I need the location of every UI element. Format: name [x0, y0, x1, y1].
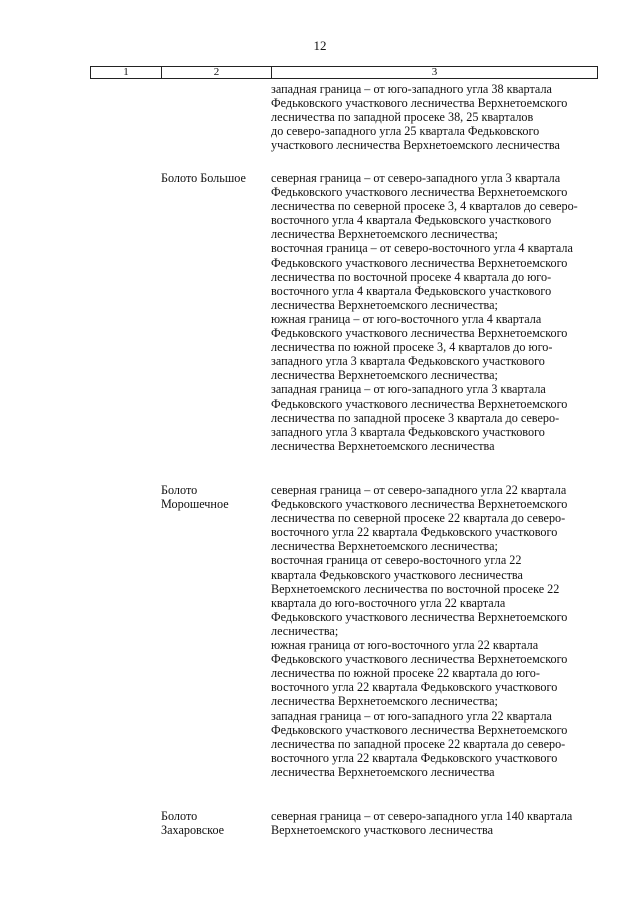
page-number: 12 — [313, 38, 327, 53]
row-name: Болото Большое — [161, 171, 246, 185]
row-name: Болото Захаровское — [161, 809, 225, 838]
row-description: северная граница – от северо-западного угла 22 квартала Федьковского участкового лесничества Верхнетоемского лесничества по северной просеке 22 квартала до северо- восточного угла 22 квартала Федьковского участкового лесничества Верхнетоемского лесничества; восточная граница от северо-восточного угла 22 квартала Федьковского участкового лесничества Верхнетоемского лесничества по восточной просеке 22 квартала до юго-восточного угла 22 квартала Федьковского участкового лесничества Верхнетоемского лесничества; южная граница от юго-восточного угла 22 квартала Федьковского участкового лесничества Верхнетоемского лесничества по южной просеке 22 квартала до юго- восточного угла 22 квартала Федьковского участкового лесничества Верхнетоемского лесничества; западная граница – от юго-западного угла 22 квартала Федьковского участкового лесничества Верхнетоемского лесничества по западной просеке 22 квартала до северо- восточного угла 22 квартала Федьковского участкового лесничества Верхнетоемского лесничества — [271, 483, 568, 779]
header-col-3: 3 — [431, 66, 438, 78]
row-description: северная граница – от северо-западного угла 140 квартала Верхнетоемского участкового лесничества — [271, 809, 573, 838]
table-header — [90, 66, 598, 79]
header-col-2: 2 — [162, 67, 272, 78]
row-description: западная граница – от юго-западного угла 38 квартала Федьковского участкового лесничества Верхнетоемского лесничества по западной просеке 38, 25 кварталов до северо-западного угла 25 квартала Федьковского участкового лесничества Верхнетоемского лесничества — [271, 82, 568, 153]
header-col-1: 1 — [91, 67, 162, 78]
row-name: Болото Морошечное — [161, 483, 229, 512]
row-description: северная граница – от северо-западного угла 3 квартала Федьковского участкового лесничества Верхнетоемского лесничества по северной просеке 3, 4 кварталов до северо- восточного угла 4 квартала Федьковского участкового лесничества Верхнетоемского лесничества; восточная граница – от северо-восточного угла 4 квартала Федьковского участкового лесничества Верхнетоемского лесничества по восточной просеке 4 квартала до юго- восточного угла 4 квартала Федьковского участкового лесничества Верхнетоемского лесничества; южная граница – от юго-восточного угла 4 квартала Федьковского участкового лесничества Верхнетоемского лесничества по южной просеке 3, 4 кварталов до юго- западного угла 3 квартала Федьковского участкового лесничества Верхнетоемского лесничества; западная граница – от юго-западного угла 3 квартала Федьковского участкового лесничества Верхнетоемского лесничества по западной просеке 3 квартала до северо- западного угла 3 квартала Федьковского участкового лесничества Верхнетоемского лесничества — [271, 171, 578, 453]
